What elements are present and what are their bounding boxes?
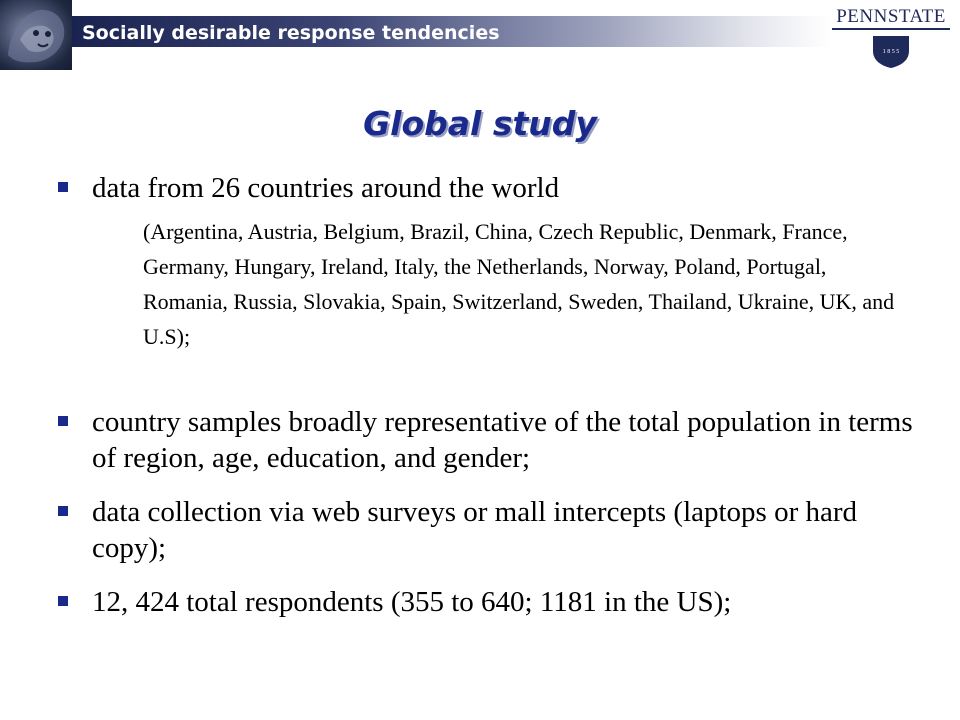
bullet-text-4: 12, 424 total respondents (355 to 640; 1181 in the US);: [92, 586, 732, 618]
square-bullet-icon: [58, 506, 68, 516]
header-band: [0, 0, 830, 70]
countries-note: (Argentina, Austria, Belgium, Brazil, China, Czech Republic, Denmark, France, Germany, Hungary, Ireland, Italy, the Netherlands, Norway, Poland, Portugal, Romania, Russia, Slovakia, Spain, Switzerland, Sweden, Thailand, Ukraine, UK, and U.S);: [143, 219, 895, 349]
pennstate-underline: [832, 28, 950, 30]
bullet-text-3: data collection via web surveys or mall intercepts (laptops or hard copy);: [92, 496, 858, 564]
square-bullet-icon: [58, 416, 68, 426]
square-bullet-icon: [58, 182, 68, 192]
header-title: Socially desirable response tendencies: [82, 22, 500, 44]
pennstate-shield-icon: [872, 35, 910, 74]
nittany-lion-logo-icon: [0, 0, 72, 70]
slide-title: Global study: [363, 104, 597, 143]
square-bullet-icon: [58, 596, 68, 606]
shield-text: 1 8 5 5: [882, 49, 900, 55]
bullet-text-2: country samples broadly representative of the total population in terms of region, age, education, and gender;: [92, 406, 913, 474]
pennstate-wordmark: PENNSTATE: [836, 6, 946, 27]
bullet-text-1: data from 26 countries around the world: [92, 172, 560, 204]
pennstate-logo: [826, 4, 956, 74]
